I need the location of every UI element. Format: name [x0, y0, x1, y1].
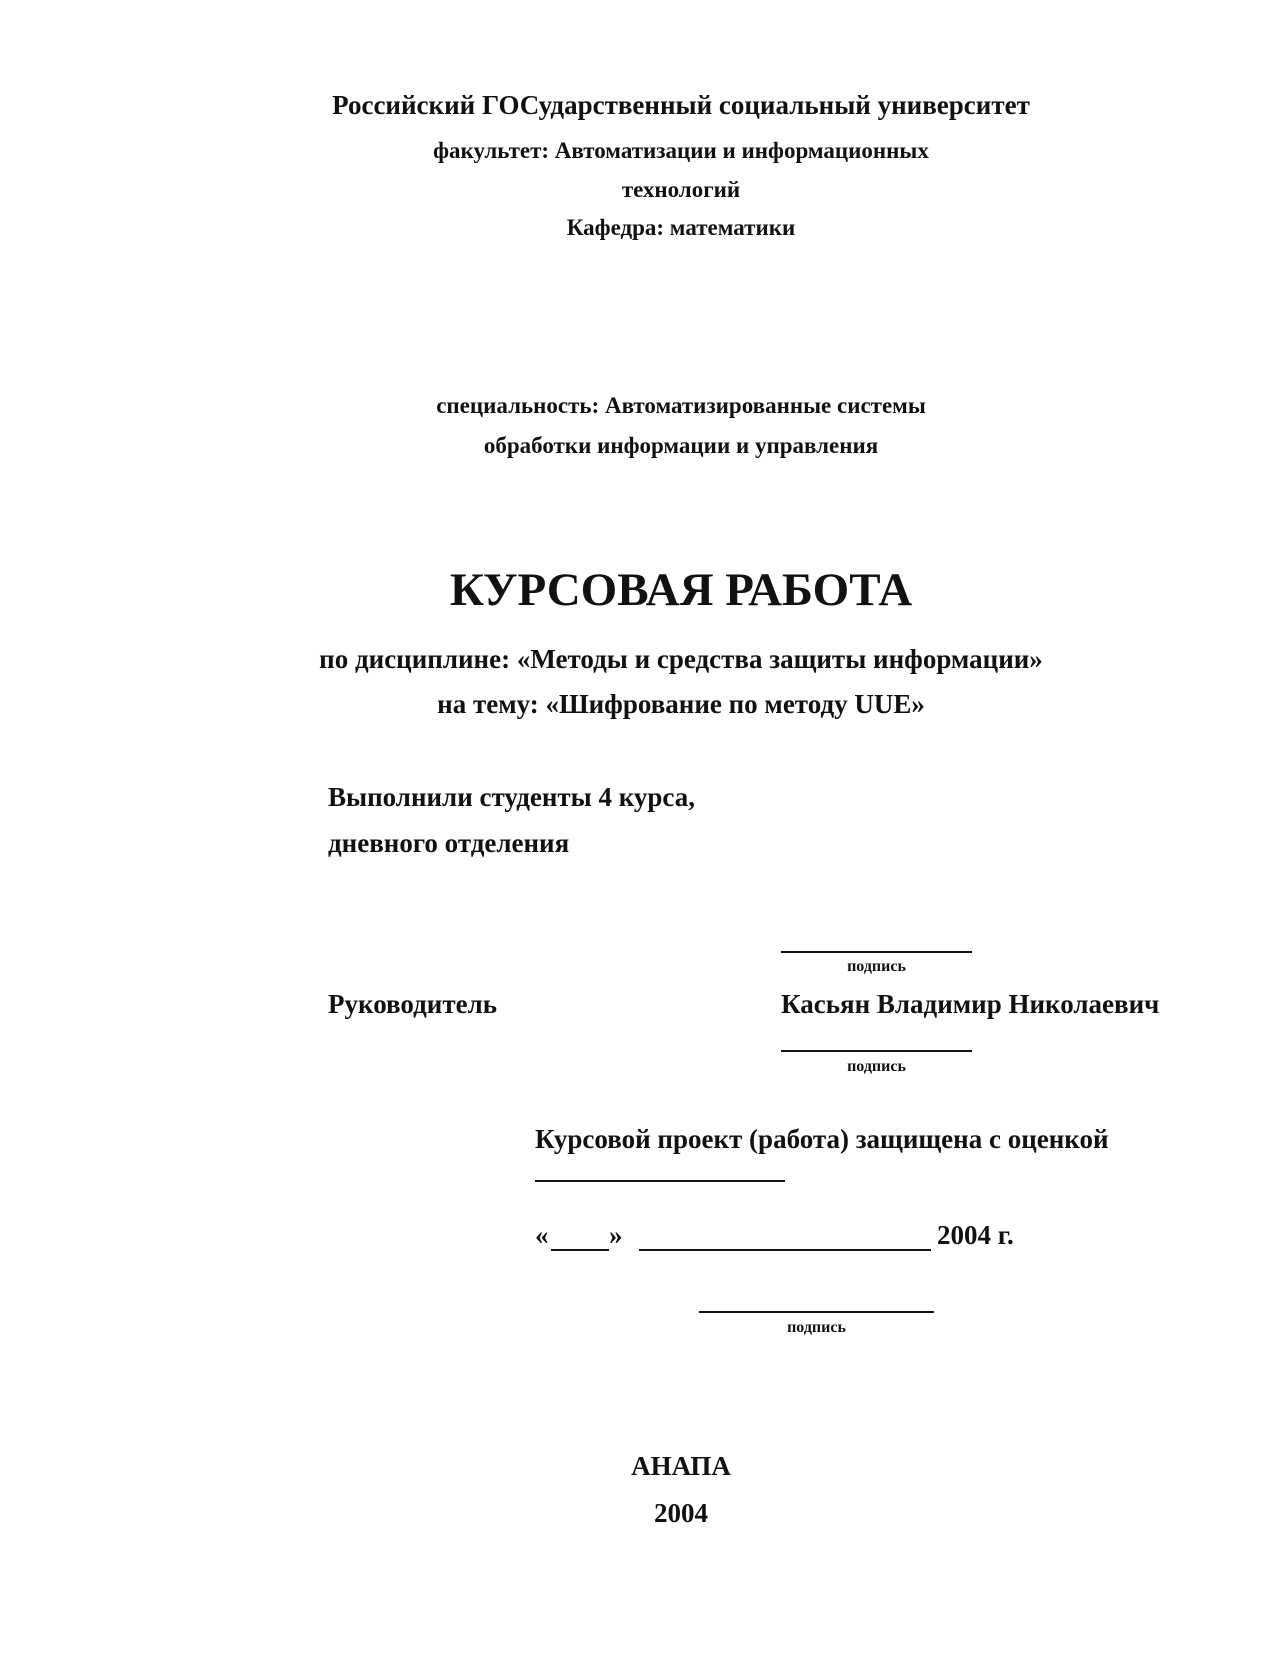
date-day-blank: [551, 1249, 609, 1251]
university-name: Российский ГОСударственный социальный университет: [332, 90, 1030, 120]
students-signature-line: [781, 951, 972, 953]
grade-statement: Курсовой проект (работа) защищена с оценкой: [535, 1124, 1109, 1154]
grade-signature-line: [699, 1311, 934, 1313]
supervisor-signature-caption: подпись: [847, 1058, 906, 1075]
date-close-quote: »: [609, 1220, 623, 1250]
department-name: Кафедра: математики: [566, 215, 796, 240]
topic-line: на тему: «Шифрование по методу UUE»: [437, 689, 925, 719]
faculty-line-2: технологий: [621, 177, 741, 202]
date-year: 2004 г.: [937, 1220, 1014, 1250]
supervisor-name: Касьян Владимир Николаевич: [781, 989, 1160, 1019]
grade-signature-caption: подпись: [787, 1319, 846, 1336]
specialty-line-1: специальность: Автоматизированные системы: [436, 393, 926, 418]
students-line-2: дневного отделения: [328, 828, 570, 858]
date-open-quote: «: [535, 1220, 549, 1250]
discipline-line: по дисциплине: «Методы и средства защиты информации»: [319, 644, 1043, 674]
footer-year: 2004: [654, 1498, 708, 1528]
specialty-line-2: обработки информации и управления: [483, 433, 879, 458]
date-month-blank: [639, 1249, 931, 1251]
faculty-line-1: факультет: Автоматизации и информационных: [433, 138, 929, 163]
grade-blank-line: [535, 1180, 785, 1182]
supervisor-signature-line: [781, 1050, 972, 1052]
students-line-1: Выполнили студенты 4 курса,: [328, 782, 695, 812]
students-signature-caption: подпись: [847, 958, 906, 975]
footer-city: АНАПА: [631, 1451, 731, 1481]
supervisor-label: Руководитель: [328, 989, 498, 1019]
document-title: КУРСОВАЯ РАБОТА: [449, 564, 913, 616]
